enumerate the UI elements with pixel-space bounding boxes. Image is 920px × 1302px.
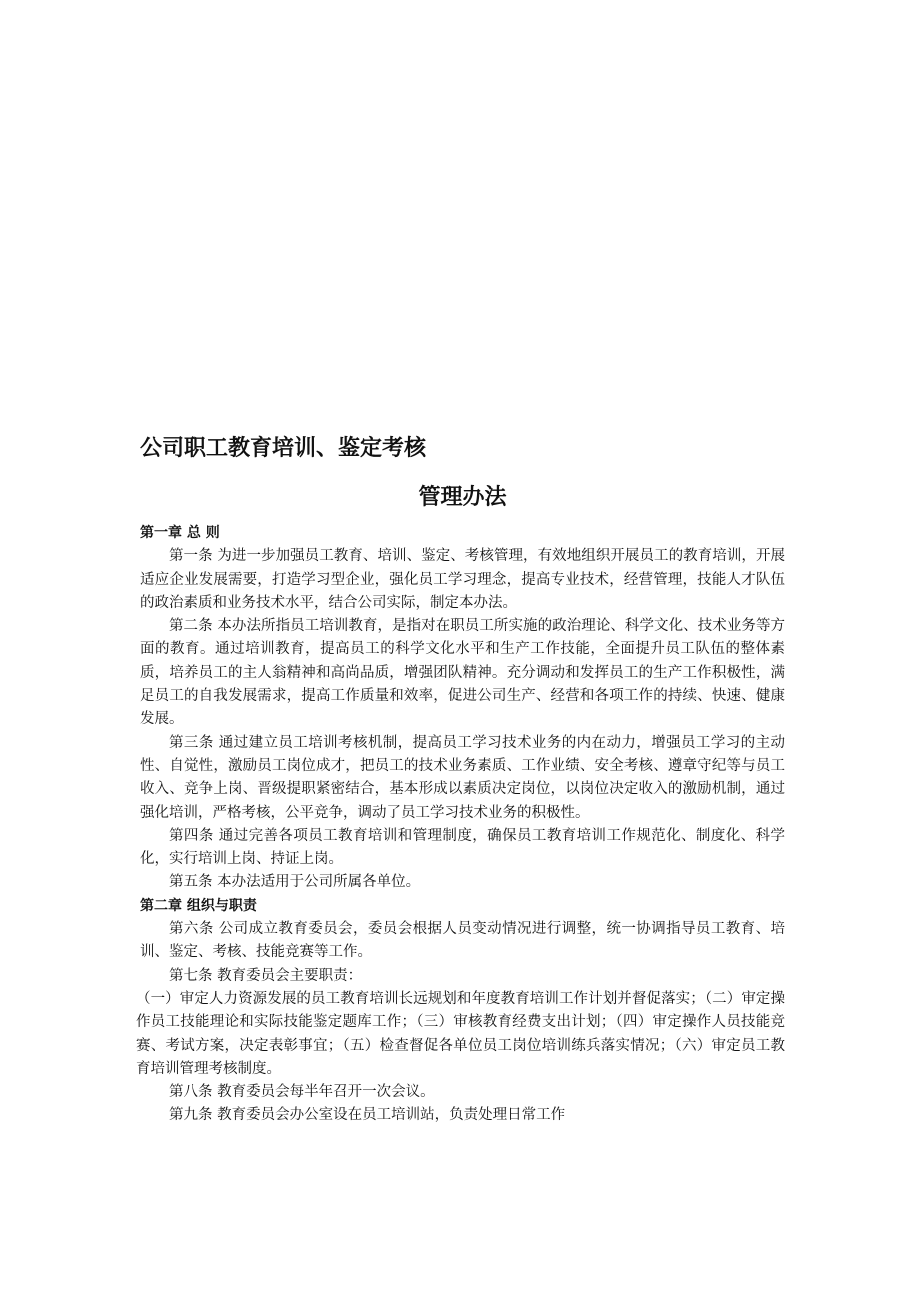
chapter-heading: 第一章 总 则 — [140, 525, 220, 541]
article-paragraph: 第九条 教育委员会办公室设在员工培训站，负责处理日常工作 — [169, 1107, 566, 1124]
article-paragraph: 第七条 教育委员会主要职责： — [169, 967, 363, 984]
duty-list: （一）审定人力资源发展的员工教育培训长远规划和年度教育培训工作计划并督促落实；（二）审定操作员工技能理论和实际技能鉴定题库工作；（三）审核教育经费支出计划；（四）审定操作人员技能竞赛、考试方案，决定表彰事宜；（五）检查督促各单位员工岗位培训练兵落实情况；（六）审定员工教育培训管理考核制度。 — [136, 990, 785, 1077]
chapter-heading: 第二章 组织与职责 — [140, 897, 257, 914]
article-paragraph: 第五条 本办法适用于公司所属各单位。 — [169, 874, 421, 891]
article-paragraph: 第一条 为进一步加强员工教育、培训、鉴定、考核管理，有效地组织开展员工的教育培训，开展适应企业发展需要，打造学习型企业，强化员工学习理念，提高专业技术，经营管理，技能人才队伍的政治素质和业务技术水平，结合公司实际，制定本办法。 — [140, 548, 785, 611]
document-title: 公司职工教育培训、鉴定考核 — [140, 436, 427, 461]
article-paragraph: 第八条 教育委员会每半年召开一次会议。 — [169, 1084, 435, 1101]
article-paragraph: 第六条 公司成立教育委员会，委员会根据人员变动情况进行调整，统一协调指导员工教育、培训、鉴定、考核、技能竞赛等工作。 — [140, 921, 785, 961]
document-subtitle: 管理办法 — [418, 485, 507, 510]
document-body — [136, 522, 785, 1128]
article-paragraph: 第二条 本办法所指员工培训教育，是指对在职员工所实施的政治理论、科学文化、技术业务等方面的教育。通过培训教育，提高员工的科学文化水平和生产工作技能，全面提升员工队伍的整体素质，培养员工的主人翁精神和高尚品质，增强团队精神。充分调动和发挥员工的生产工作积极性，满足员工的自我发展需求，提高工作质量和效率，促进公司生产、经营和各项工作的持续、快速、健康发展。 — [140, 618, 785, 728]
article-paragraph: 第三条 通过建立员工培训考核机制，提高员工学习技术业务的内在动力，增强员工学习的主动性、自觉性，激励员工岗位成才，把员工的技术业务素质、工作业绩、安全考核、遵章守纪等与员工收入、竞争上岗、晋级提职紧密结合，基本形成以素质决定岗位，以岗位决定收入的激励机制，通过强化培训，严格考核，公平竞争，调动了员工学习技术业务的积极性。 — [140, 734, 785, 821]
article-paragraph: 第四条 通过完善各项员工教育培训和管理制度，确保员工教育培训工作规范化、制度化、科学化，实行培训上岗、持证上岗。 — [140, 827, 785, 868]
